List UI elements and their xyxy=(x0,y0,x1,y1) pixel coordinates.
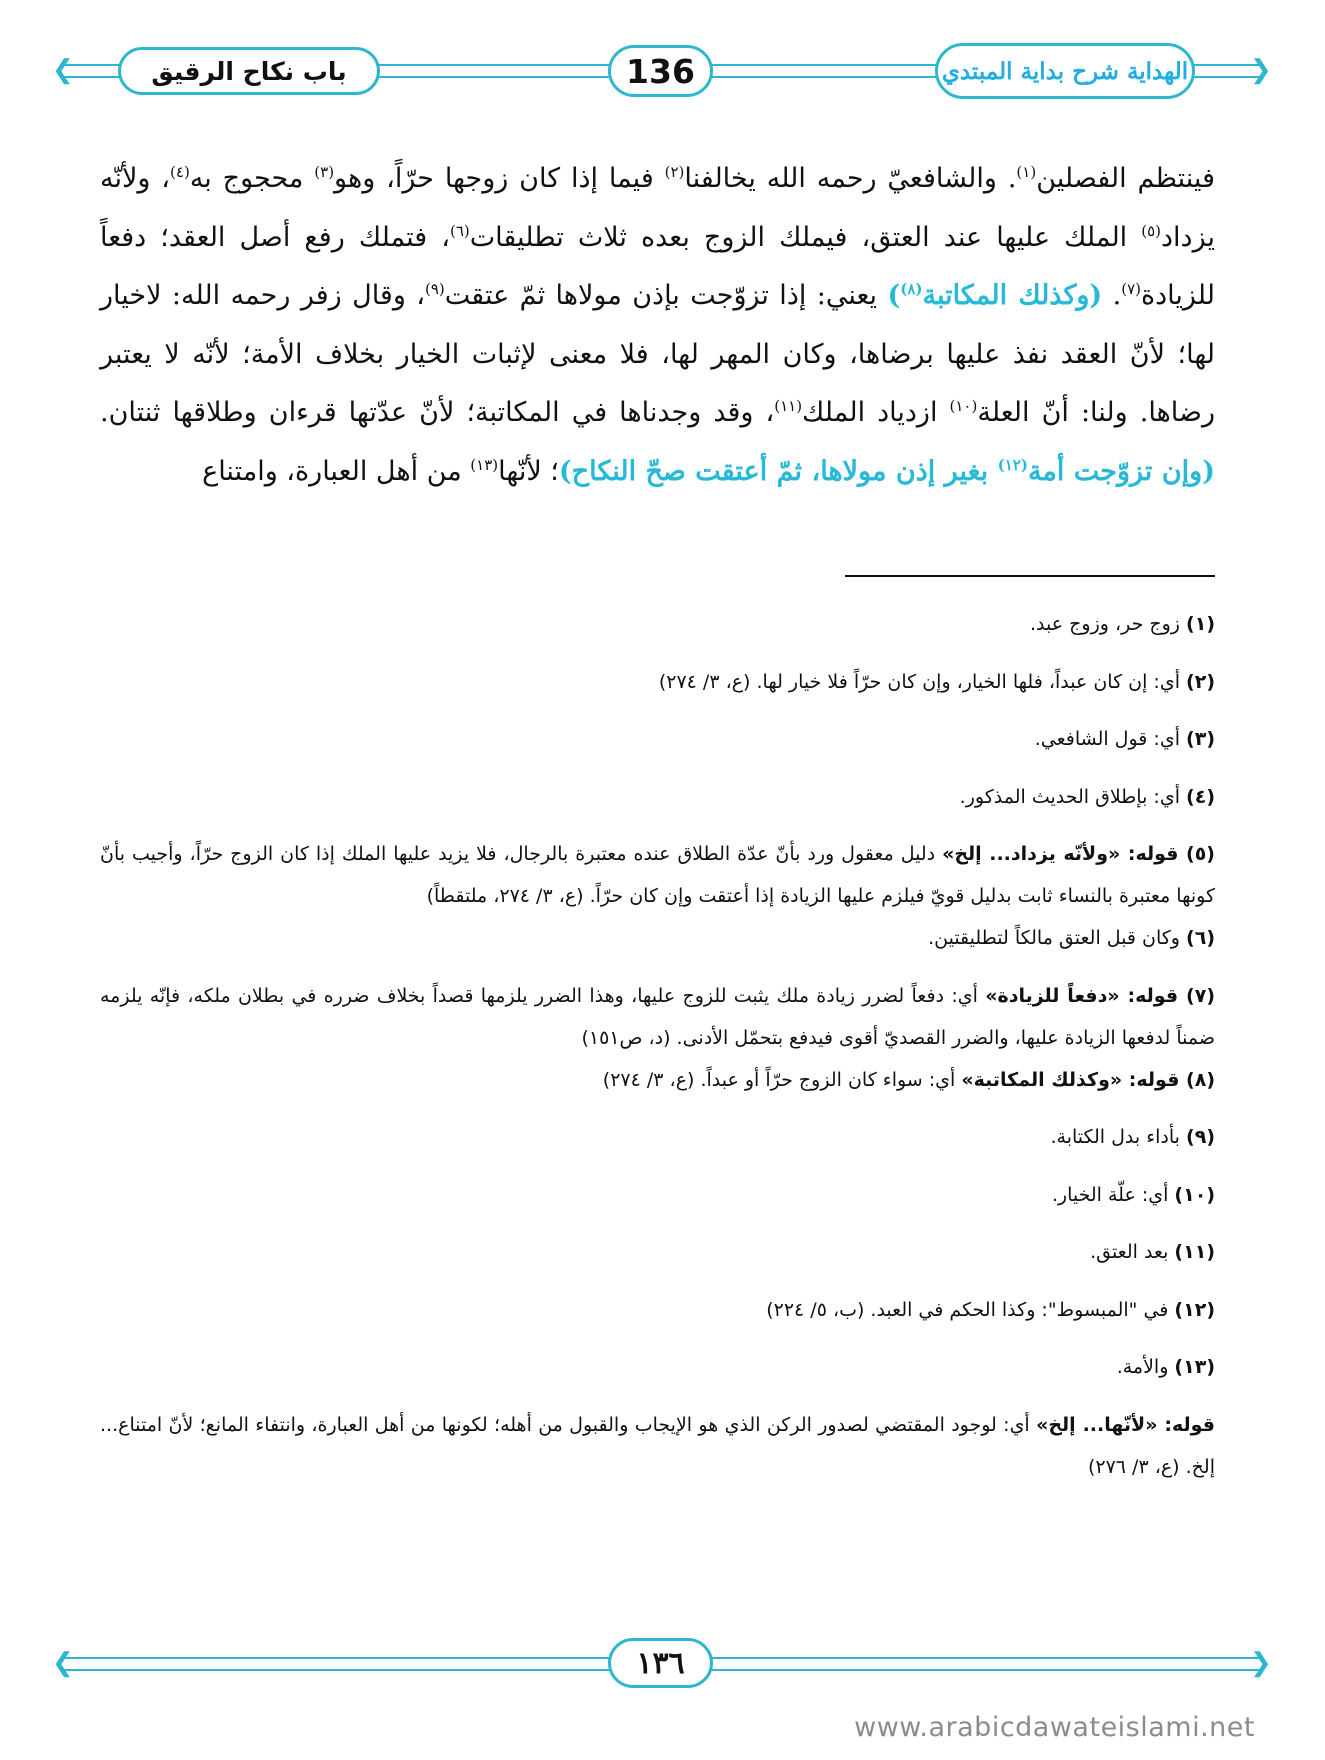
footnote-label: قوله: «لأنّها... إلخ» xyxy=(1036,1413,1215,1436)
footnote-number: (١٢) xyxy=(1174,1298,1215,1321)
footnote-number: (١٣) xyxy=(1174,1356,1215,1378)
main-text-segment: ازدياد الملك xyxy=(802,397,950,428)
matn-highlight xyxy=(559,456,1215,487)
footnote-number: (٢) xyxy=(1186,670,1215,693)
footnote-ref: (٨) xyxy=(900,280,923,298)
footnote-ref: (١) xyxy=(1016,163,1037,181)
footnote-number: (٥) xyxy=(1186,843,1215,865)
footnote-label: قوله: «ولأنّه يزداد... إلخ» xyxy=(942,843,1186,865)
matn-highlight xyxy=(887,280,1102,311)
website-url[interactable]: www.arabicdawateislami.net xyxy=(854,1712,1255,1743)
footer-right-flourish-icon: ❯ xyxy=(1250,1648,1272,1678)
chapter-cartouche xyxy=(118,47,380,95)
footnote-ref: (٢) xyxy=(664,163,685,181)
main-text-segment: فيما إذا كان زوجها حرّاً، وهو xyxy=(334,163,665,194)
footnote-text: أي: إن كان عبداً، فلها الخيار، وإن كان حرّاً فلا خيار لها. (ع، ٣/ ٢٧٤) xyxy=(658,670,1187,693)
footnotes xyxy=(100,603,1215,1488)
footnote-ref: (١٠) xyxy=(949,397,978,415)
footnote-label: قوله: «وكذلك المكاتبة» xyxy=(961,1068,1187,1091)
footer-page-number-cartouche xyxy=(608,1638,713,1688)
footnote-ref: (٣) xyxy=(314,163,335,181)
footnote-text: دليل معقول ورد بأنّ عدّة الطلاق عنده معتبرة بالرجال، فلا يزيد عليها الملك إذا كان الزوج حرّاً، وأجيب بأنّ كونها معتبرة بالنساء ثابت بدليل قويّ فيلزم عليها الزيادة إذا أعتقت وإن كان حرّاً. (ع، ٣/ ٢٧٤، ملتقطاً) xyxy=(100,843,1215,907)
footnote-number: (٧) xyxy=(1186,984,1215,1007)
matn-text: ) xyxy=(887,280,901,311)
footnote-ref: (٥) xyxy=(1141,221,1162,240)
footnote-item xyxy=(100,1116,1215,1174)
footnote-ref: (٩) xyxy=(425,280,445,298)
main-text-segment: من أهل العبارة، وامتناع xyxy=(202,455,471,487)
main-text-segment: الملك عليها عند العتق، فيملك الزوج بعده ثلاث تطليقات xyxy=(469,221,1142,253)
main-text-segment: ، وقال زفر رحمه الله: لاخيار لها؛ لأنّ العقد نفذ عليها برضاها، وكان المهر لها، فلا معنى لإثبات الخيار بخلاف الأمة؛ لأنّه لا يعتبر رضاها. ولنا: أنّ العلة xyxy=(100,280,1215,428)
footnote-item xyxy=(100,917,1215,975)
matn-text: (وكذلك المكاتبة xyxy=(922,280,1103,311)
matn-text: (وإن تزوّجت أمة xyxy=(1027,455,1215,487)
footnote-text: أي: بإطلاق الحديث المذكور. xyxy=(959,785,1187,808)
footnote-item xyxy=(100,975,1215,1059)
footnote-item xyxy=(100,1289,1215,1347)
footnote-text: بعد العتق. xyxy=(1090,1241,1175,1263)
footnote-item xyxy=(100,603,1215,661)
footnote-ref: (٧) xyxy=(1121,280,1141,298)
footnote-item xyxy=(100,1346,1215,1404)
main-text-segment: ؛ لأنّها xyxy=(498,455,559,487)
footnote-text: أي: قول الشافعي. xyxy=(1034,728,1187,750)
main-text-segment: ، فتملك رفع أصل العقد؛ دفعاً للزيادة xyxy=(100,221,1215,311)
footnote-text: أي: علّة الخيار. xyxy=(1051,1183,1175,1206)
footnote-number: (٤) xyxy=(1186,785,1215,808)
footnote-ref: (٦) xyxy=(449,221,470,240)
footnote-item xyxy=(100,718,1215,776)
footnote-text: والأمة. xyxy=(1116,1356,1175,1378)
footnote-text: وكان قبل العتق مالكاً لتطليقتين. xyxy=(928,927,1187,949)
footnote-item xyxy=(100,1059,1215,1117)
header-right-flourish-icon: ❯ xyxy=(1250,55,1272,85)
main-text-segment: يعني: إذا تزوّجت بإذن مولاها ثمّ عتقت xyxy=(444,280,888,311)
book-title-cartouche xyxy=(935,43,1195,99)
footnote-ref: (١١) xyxy=(774,397,803,415)
main-text-segment: . xyxy=(1102,280,1122,311)
footnote-item xyxy=(100,776,1215,834)
main-text-segment: محجوج به xyxy=(189,163,315,194)
footnote-text: أي: لوجود المقتضي لصدور الركن الذي هو الإيجاب والقبول من أهله؛ لكونها من أهل العبارة، وانتفاء المانع؛ لأنّ امتناع... إلخ. (ع، ٣/ ٢٧٦) xyxy=(100,1413,1215,1478)
main-text-segment: ، ولأنّه يزداد xyxy=(100,163,1215,253)
footnote-item xyxy=(100,833,1215,917)
footnote-number: (٩) xyxy=(1186,1126,1215,1148)
footnote-number: (١) xyxy=(1186,613,1215,635)
footnote-number: (١٠) xyxy=(1174,1183,1215,1206)
footnote-number: (٣) xyxy=(1186,728,1215,750)
page-number-cartouche xyxy=(608,45,713,97)
footnote-text: زوج حر، وزوج عبد. xyxy=(1030,613,1187,635)
main-text-segment: . والشافعيّ رحمه الله يخالفنا xyxy=(684,163,1017,194)
footnote-item xyxy=(100,1231,1215,1289)
footnote-number: (٦) xyxy=(1186,927,1215,949)
main-text-segment: ، وقد وجدناها في المكاتبة؛ لأنّ عدّتها قرءان وطلاقها ثنتان. xyxy=(100,397,775,428)
footnote-number: (١١) xyxy=(1174,1241,1215,1263)
footnote-text: بأداء بدل الكتابة. xyxy=(1050,1126,1187,1148)
chapter-title: باب نكاح الرقيق xyxy=(151,56,347,86)
page-number-top: 136 xyxy=(626,51,695,91)
main-text xyxy=(100,150,1215,501)
footnote-item xyxy=(100,1174,1215,1232)
footnote-item xyxy=(100,1404,1215,1488)
footnote-number: (٨) xyxy=(1186,1068,1215,1091)
page-number-bottom: ١٣٦ xyxy=(636,1645,685,1681)
footnote-ref: (١٢) xyxy=(997,455,1028,474)
footnote-ref: (٤) xyxy=(170,163,190,181)
header-left-flourish-icon: ❮ xyxy=(52,55,74,85)
footnote-item xyxy=(100,661,1215,719)
main-text-segment: فينتظم الفصلين xyxy=(1036,163,1215,194)
footnote-label: قوله: «دفعاً للزيادة» xyxy=(985,984,1187,1007)
matn-text: بغير إذن مولاها، ثمّ أعتقت صحّ النكاح) xyxy=(558,455,998,487)
footnote-separator xyxy=(845,575,1215,577)
footer-left-flourish-icon: ❮ xyxy=(52,1648,74,1678)
footnote-text: أي: سواء كان الزوج حرّاً أو عبداً. (ع، ٣/ ٢٧٤) xyxy=(602,1068,962,1091)
footnote-ref: (١٣) xyxy=(470,455,499,474)
book-title: الهداية شرح بداية المبتدي xyxy=(941,57,1189,85)
footnote-text: أي: دفعاً لضرر زيادة ملك يثبت للزوج عليها، وهذا الضرر يلزمها قصداً بخلاف ضرره في بطلان ملكه، فإنّه يلزمه ضمناً لدفعها الزيادة عليها، والضرر القصديّ أقوى فيدفع بتحمّل الأدنى. (د، ص١٥١) xyxy=(100,984,1215,1049)
footnote-text: في "المبسوط": وكذا الحكم في العبد. (ب، ٥/ ٢٢٤) xyxy=(766,1298,1175,1321)
